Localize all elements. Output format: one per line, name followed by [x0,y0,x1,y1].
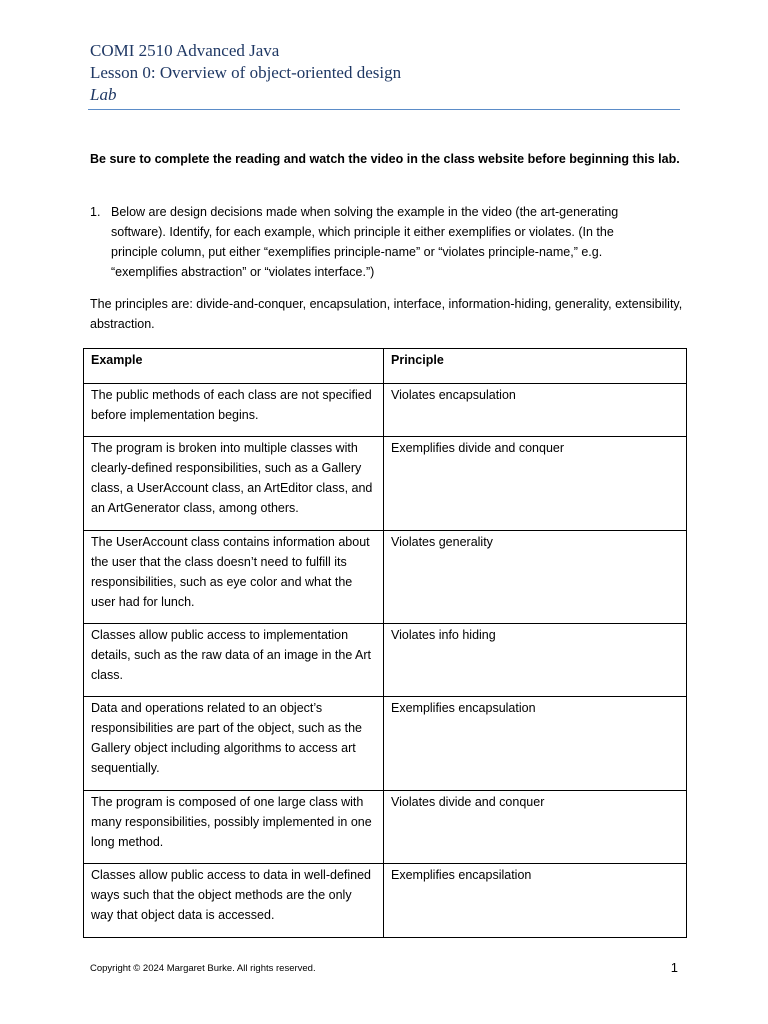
principle-cell: Exemplifies divide and conquer [384,437,687,531]
principle-cell: Violates generality [384,531,687,624]
principle-cell: Violates encapsulation [384,384,687,437]
example-cell: The program is composed of one large class with many responsibilities, possibly implemented in one long method. [84,791,384,864]
principles-table [83,348,687,938]
copyright-notice: Copyright © 2024 Margaret Burke. All rights reserved. [90,963,316,974]
table-row [84,531,687,624]
page-number: 1 [670,960,678,975]
example-cell: The UserAccount class contains information about the user that the class doesn’t need to fulfill its responsibilities, such as eye color and what the user had for lunch. [84,531,384,624]
example-cell: The public methods of each class are not specified before implementation begins. [84,384,384,437]
example-cell: Data and operations related to an object’s responsibilities are part of the object, such as the Gallery object including algorithms to access art sequentially. [84,697,384,791]
example-cell: The program is broken into multiple classes with clearly-defined responsibilities, such as a Gallery class, a UserAccount class, an ArtEditor class, and an ArtGenerator class, among others. [84,437,384,531]
course-title: COMI 2510 Advanced Java [90,41,280,60]
table-row [84,437,687,531]
table-row [84,384,687,437]
principle-cell: Violates divide and conquer [384,791,687,864]
document-type: Lab [90,85,117,104]
example-cell: Classes allow public access to implementation details, such as the raw data of an image in the Art class. [84,624,384,697]
document-header [90,40,680,106]
question-text: Below are design decisions made when solving the example in the video (the art-generating software). Identify, for each example, which principle it either exemplifies or violates. (In the principle column, put either “exemplifies principle-name” or “violates principle-name,” e.g. “exemplifies abstraction” or “violates interface.”) [111,205,619,279]
column-header-example: Example [84,349,384,384]
lesson-title: Lesson 0: Overview of object-oriented design [90,63,402,82]
instruction-notice: Be sure to complete the reading and watch the video in the class website before beginning this lab. [90,152,680,166]
question-number: 1. [90,205,101,219]
principle-cell: Exemplifies encapsulation [384,697,687,791]
table-row [84,864,687,938]
principle-cell: Exemplifies encapsilation [384,864,687,938]
column-header-principle: Principle [384,349,687,384]
header-rule [88,109,680,110]
principles-intro: The principles are: divide-and-conquer, encapsulation, interface, information-hiding, generality, extensibility, abstraction. [90,297,683,331]
table-row [84,624,687,697]
table-header-row [84,349,687,384]
example-cell: Classes allow public access to data in well-defined ways such that the object methods are the only way that object data is accessed. [84,864,384,938]
question-1 [90,202,650,282]
table-row [84,791,687,864]
table-row [84,697,687,791]
principle-cell: Violates info hiding [384,624,687,697]
